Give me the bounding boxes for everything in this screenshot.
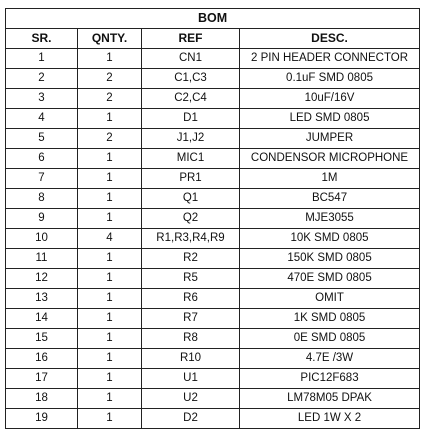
cell-ref: D1 [142,109,240,129]
cell-desc: 0E SMD 0805 [240,329,420,349]
table-title: BOM [6,9,420,29]
cell-desc: 470E SMD 0805 [240,269,420,289]
cell-desc: 1K SMD 0805 [240,309,420,329]
cell-desc: 2 PIN HEADER CONNECTOR [240,49,420,69]
table-row [6,49,420,69]
cell-sr: 18 [6,389,78,409]
table-row [6,309,420,329]
header-ref: REF [142,29,240,49]
cell-sr: 4 [6,109,78,129]
cell-desc: LED SMD 0805 [240,109,420,129]
cell-quantity: 1 [78,169,142,189]
cell-quantity: 1 [78,149,142,169]
cell-desc: 0.1uF SMD 0805 [240,69,420,89]
cell-sr: 10 [6,229,78,249]
cell-ref: U1 [142,369,240,389]
cell-quantity: 1 [78,249,142,269]
cell-desc: 1M [240,169,420,189]
cell-sr: 12 [6,269,78,289]
table-row [6,369,420,389]
cell-sr: 14 [6,309,78,329]
cell-desc: LED 1W X 2 [240,409,420,429]
header-row [6,29,420,49]
cell-quantity: 2 [78,69,142,89]
header-desc: DESC. [240,29,420,49]
table-row [6,149,420,169]
cell-ref: MIC1 [142,149,240,169]
cell-sr: 15 [6,329,78,349]
table-row [6,389,420,409]
cell-ref: R5 [142,269,240,289]
table-row [6,69,420,89]
cell-desc: PIC12F683 [240,369,420,389]
table-row [6,209,420,229]
cell-ref: R10 [142,349,240,369]
cell-desc: 10uF/16V [240,89,420,109]
cell-quantity: 1 [78,269,142,289]
cell-desc: 150K SMD 0805 [240,249,420,269]
cell-ref: Q1 [142,189,240,209]
cell-ref: R7 [142,309,240,329]
cell-quantity: 1 [78,109,142,129]
cell-ref: Q2 [142,209,240,229]
cell-quantity: 1 [78,409,142,429]
table-row [6,129,420,149]
cell-ref: D2 [142,409,240,429]
cell-sr: 2 [6,69,78,89]
table-row [6,289,420,309]
table-row [6,229,420,249]
table-row [6,269,420,289]
cell-quantity: 1 [78,209,142,229]
cell-quantity: 1 [78,329,142,349]
cell-sr: 8 [6,189,78,209]
cell-ref: U2 [142,389,240,409]
cell-desc: MJE3055 [240,209,420,229]
cell-quantity: 1 [78,49,142,69]
cell-quantity: 1 [78,369,142,389]
cell-quantity: 1 [78,289,142,309]
table-row [6,349,420,369]
cell-sr: 1 [6,49,78,69]
bom-table [5,8,420,429]
cell-quantity: 1 [78,189,142,209]
cell-quantity: 1 [78,309,142,329]
cell-ref: PR1 [142,169,240,189]
cell-ref: R1,R3,R4,R9 [142,229,240,249]
cell-desc: JUMPER [240,129,420,149]
cell-desc: CONDENSOR MICROPHONE [240,149,420,169]
cell-sr: 13 [6,289,78,309]
table-row [6,249,420,269]
cell-ref: J1,J2 [142,129,240,149]
cell-ref: R8 [142,329,240,349]
table-row [6,89,420,109]
table-row [6,189,420,209]
table-row [6,409,420,429]
cell-sr: 6 [6,149,78,169]
cell-quantity: 4 [78,229,142,249]
table-row [6,169,420,189]
cell-desc: OMIT [240,289,420,309]
cell-sr: 17 [6,369,78,389]
cell-sr: 16 [6,349,78,369]
cell-ref: C2,C4 [142,89,240,109]
bom-body [6,49,420,429]
title-row [6,9,420,29]
cell-desc: 10K SMD 0805 [240,229,420,249]
cell-desc: BC547 [240,189,420,209]
cell-quantity: 1 [78,389,142,409]
cell-sr: 5 [6,129,78,149]
cell-sr: 9 [6,209,78,229]
cell-ref: R6 [142,289,240,309]
cell-sr: 7 [6,169,78,189]
table-row [6,109,420,129]
header-sr: SR. [6,29,78,49]
cell-ref: R2 [142,249,240,269]
cell-desc: 4.7E /3W [240,349,420,369]
cell-quantity: 1 [78,349,142,369]
cell-sr: 19 [6,409,78,429]
cell-desc: LM78M05 DPAK [240,389,420,409]
table-row [6,329,420,349]
cell-quantity: 2 [78,129,142,149]
cell-quantity: 2 [78,89,142,109]
cell-sr: 11 [6,249,78,269]
header-quantity: QNTY. [78,29,142,49]
cell-sr: 3 [6,89,78,109]
cell-ref: CN1 [142,49,240,69]
cell-ref: C1,C3 [142,69,240,89]
